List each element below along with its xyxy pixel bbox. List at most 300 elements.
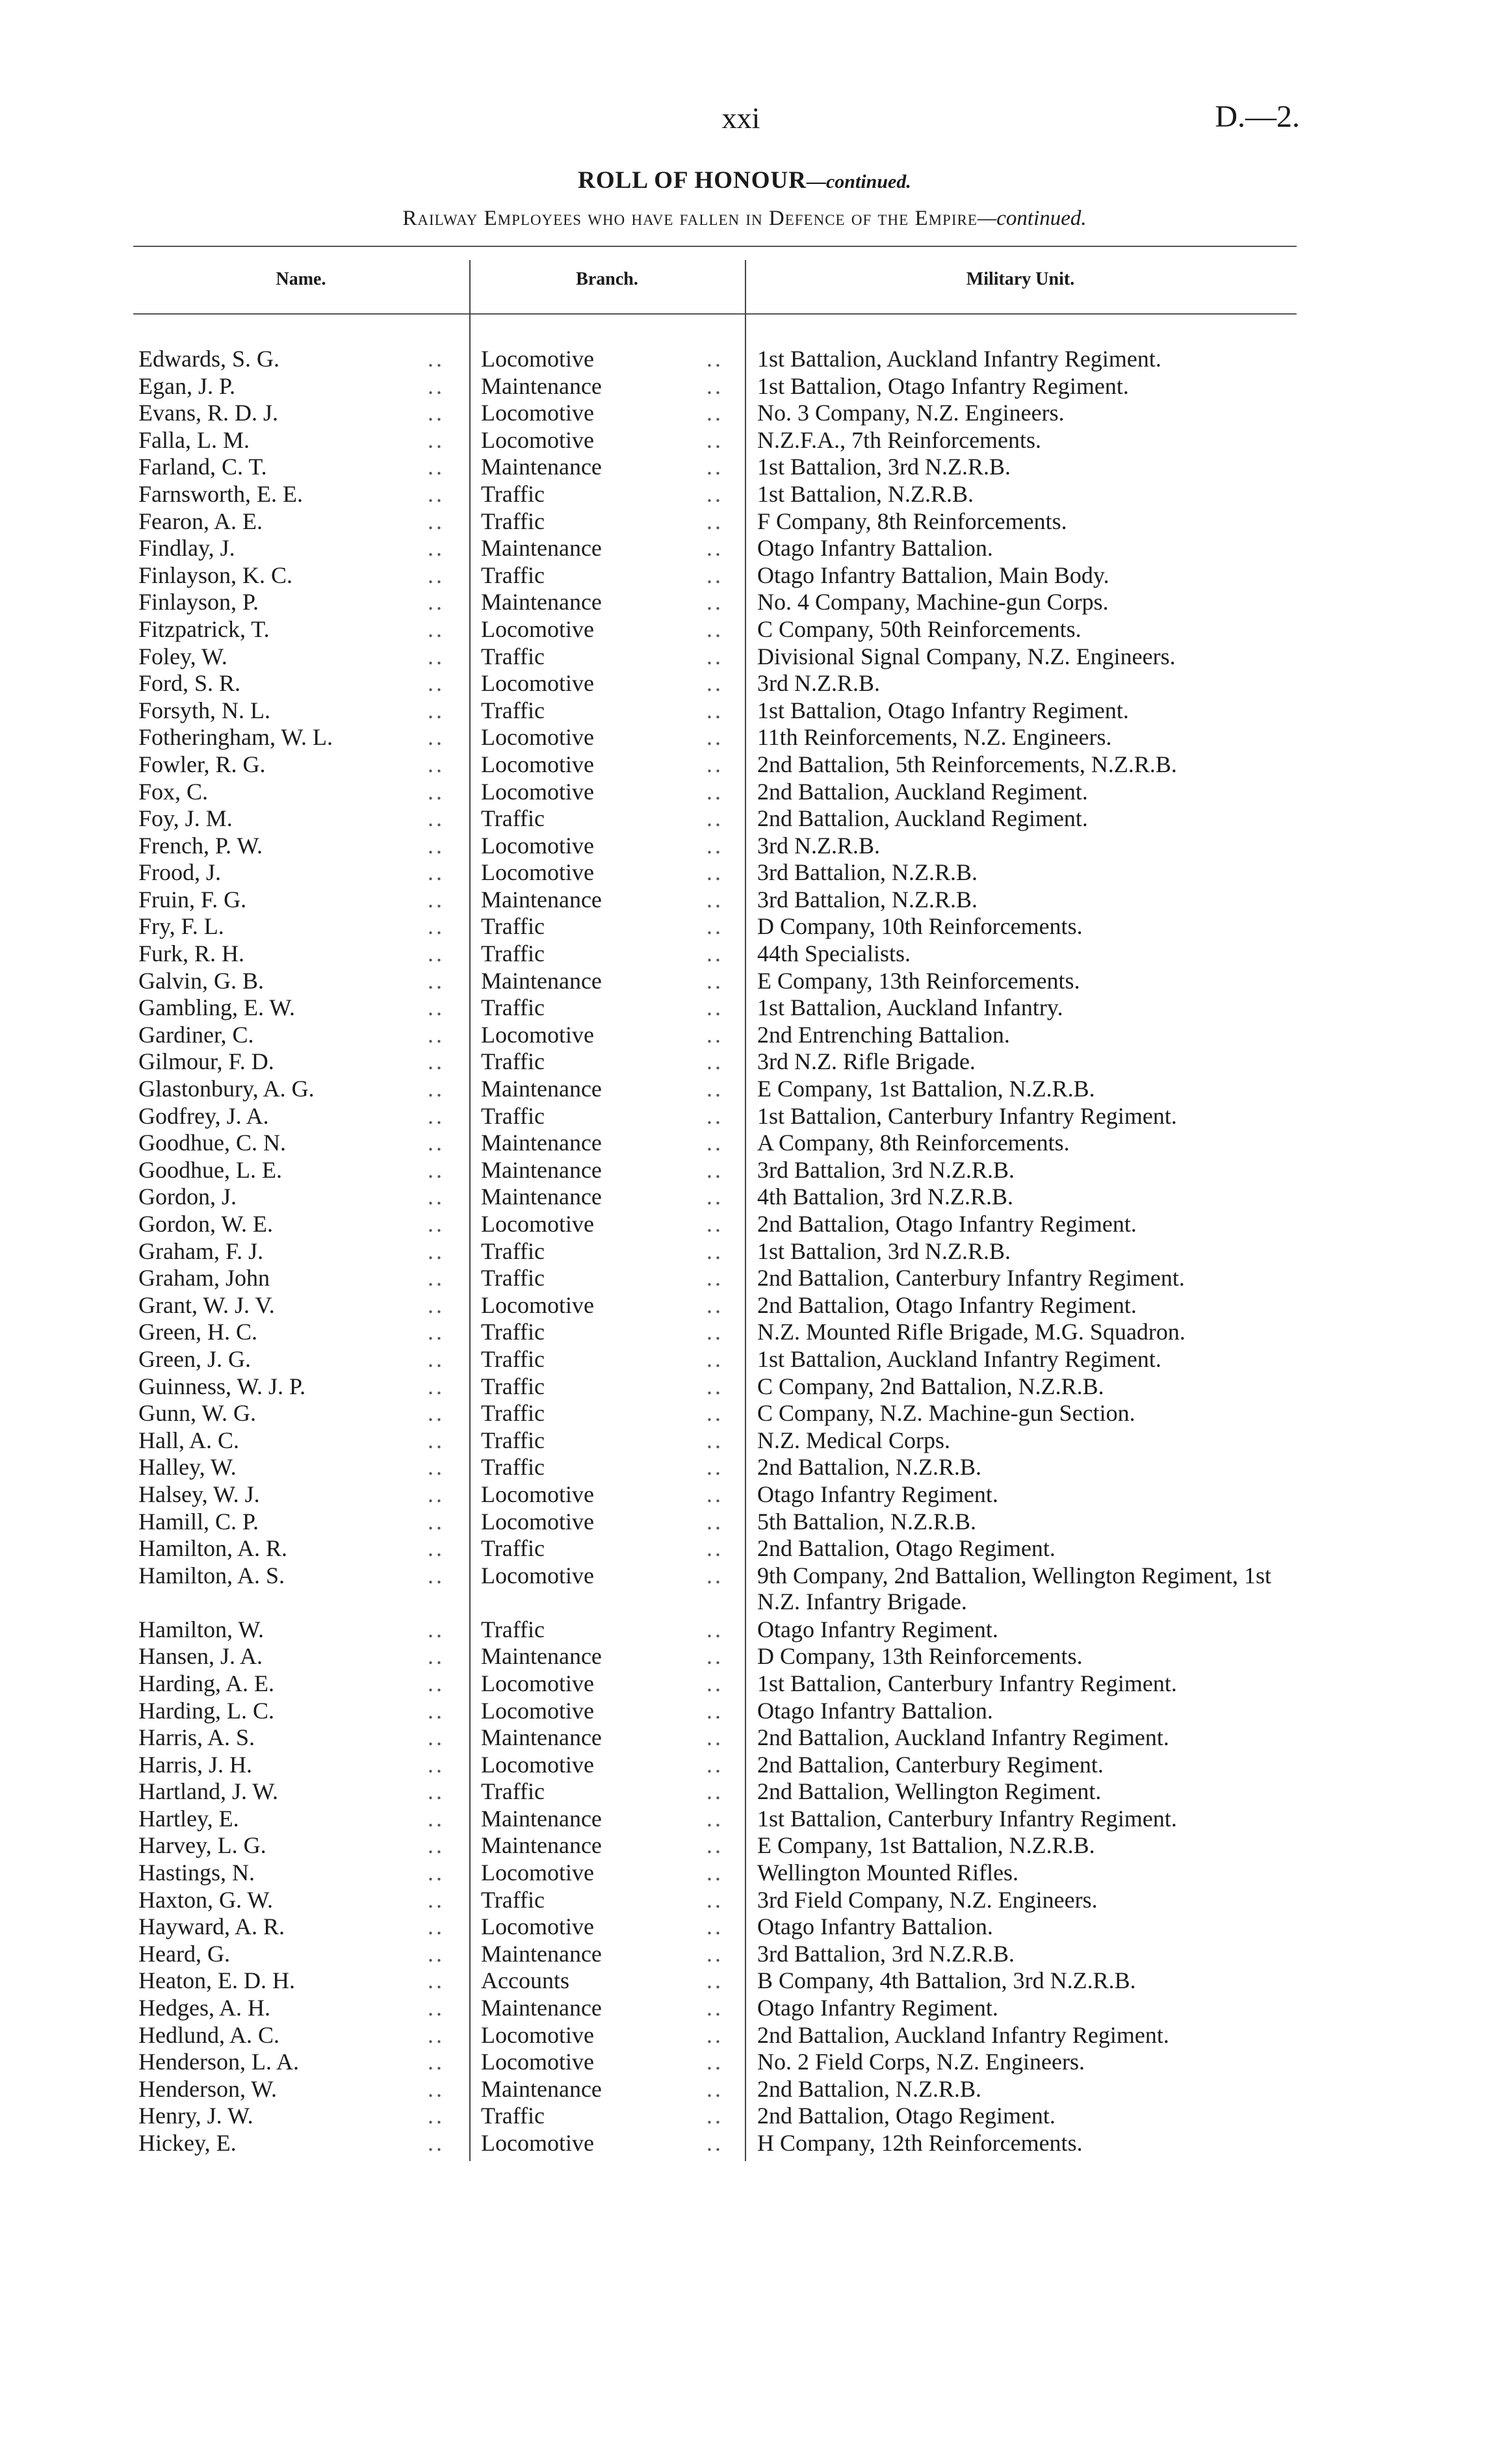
- name-cell: Graham, John: [138, 1265, 270, 1291]
- leader-dots: ..: [706, 535, 723, 562]
- name-cell: Heaton, E. D. H.: [138, 1967, 295, 1994]
- leader-dots: ..: [428, 1643, 445, 1670]
- table-row: [0, 1995, 1489, 2022]
- name-cell: Finlayson, K. C.: [138, 562, 293, 588]
- military-unit-cell: 1st Battalion, Canterbury Infantry Regiment.: [757, 1670, 1177, 1696]
- military-unit-cell: 2nd Battalion, Auckland Regiment.: [757, 778, 1088, 805]
- military-unit-cell: D Company, 10th Reinforcements.: [757, 913, 1083, 940]
- leader-dots: ..: [706, 1481, 723, 1507]
- leader-dots: ..: [428, 2021, 445, 2048]
- table-row: [0, 1752, 1489, 1779]
- military-unit-cell: H Company, 12th Reinforcements.: [757, 2130, 1083, 2156]
- name-cell: Hamilton, W.: [138, 1616, 265, 1642]
- name-cell: Hall, A. C.: [138, 1427, 240, 1453]
- leader-dots: ..: [706, 1400, 723, 1427]
- table-row: [0, 1806, 1489, 1833]
- branch-cell: Maintenance: [481, 1995, 602, 2021]
- branch-cell: Traffic: [481, 697, 545, 723]
- leader-dots: ..: [428, 1860, 445, 1886]
- name-cell: Hastings, N.: [138, 1860, 255, 1886]
- leader-dots: ..: [706, 832, 723, 859]
- leader-dots: ..: [706, 2021, 723, 2048]
- military-unit-cell: C Company, N.Z. Machine-gun Section.: [757, 1400, 1135, 1427]
- military-unit-cell: No. 2 Field Corps, N.Z. Engineers.: [757, 2049, 1085, 2075]
- table-row: [0, 1913, 1489, 1941]
- military-unit-cell: C Company, 2nd Battalion, N.Z.R.B.: [757, 1373, 1104, 1399]
- military-unit-cell: Otago Infantry Battalion, Main Body.: [757, 562, 1109, 588]
- military-unit-cell: 2nd Battalion, N.Z.R.B.: [757, 1454, 981, 1481]
- branch-cell: Maintenance: [481, 372, 602, 399]
- branch-cell: Maintenance: [481, 589, 602, 616]
- branch-cell: Maintenance: [481, 1724, 602, 1751]
- name-cell: Green, J. G.: [138, 1345, 251, 1372]
- leader-dots: ..: [706, 859, 723, 886]
- leader-dots: ..: [706, 372, 723, 399]
- leader-dots: ..: [428, 1697, 445, 1724]
- name-cell: Henderson, L. A.: [138, 2049, 299, 2075]
- name-cell: Green, H. C.: [138, 1319, 257, 1345]
- branch-cell: Traffic: [481, 940, 545, 967]
- leader-dots: ..: [428, 2049, 445, 2075]
- name-cell: Gordon, J.: [138, 1184, 237, 1210]
- table-row: [0, 697, 1489, 725]
- table-row: [0, 1778, 1489, 1806]
- name-cell: Gambling, E. W.: [138, 994, 295, 1021]
- table-row: [0, 887, 1489, 914]
- military-unit-cell: E Company, 1st Battalion, N.Z.R.B.: [757, 1832, 1095, 1859]
- military-unit-cell: 1st Battalion, Otago Infantry Regiment.: [757, 697, 1129, 723]
- leader-dots: ..: [706, 1373, 723, 1399]
- name-cell: Fry, F. L.: [138, 913, 224, 940]
- branch-cell: Locomotive: [481, 2021, 594, 2048]
- name-cell: Heard, G.: [138, 1940, 230, 1967]
- leader-dots: ..: [428, 940, 445, 967]
- table-row: [0, 1670, 1489, 1698]
- branch-cell: Maintenance: [481, 1832, 602, 1859]
- leader-dots: ..: [428, 1995, 445, 2021]
- military-unit-cell: 2nd Battalion, N.Z.R.B.: [757, 2075, 981, 2102]
- column-header-name: Name.: [276, 269, 326, 289]
- roll-table: [0, 346, 1489, 2157]
- leader-dots: ..: [428, 2103, 445, 2129]
- military-unit-cell: 5th Battalion, N.Z.R.B.: [757, 1508, 976, 1535]
- leader-dots: ..: [428, 1454, 445, 1481]
- name-cell: Harris, A. S.: [138, 1724, 255, 1751]
- leader-dots: ..: [428, 1156, 445, 1183]
- leader-dots: ..: [706, 1265, 723, 1291]
- table-row: [0, 805, 1489, 833]
- leader-dots: ..: [428, 778, 445, 805]
- military-unit-cell: B Company, 4th Battalion, 3rd N.Z.R.B.: [757, 1967, 1136, 1994]
- name-cell: Hartley, E.: [138, 1805, 239, 1832]
- leader-dots: ..: [706, 1751, 723, 1778]
- branch-cell: Traffic: [481, 643, 545, 669]
- branch-cell: Maintenance: [481, 535, 602, 562]
- table-row: [0, 1103, 1489, 1130]
- leader-dots: ..: [706, 1130, 723, 1156]
- branch-cell: Locomotive: [481, 859, 594, 886]
- header-top-rule: [133, 246, 1297, 247]
- leader-dots: ..: [706, 1291, 723, 1318]
- branch-cell: Maintenance: [481, 886, 602, 913]
- leader-dots: ..: [428, 1238, 445, 1264]
- table-row: [0, 589, 1489, 616]
- leader-dots: ..: [706, 1616, 723, 1642]
- leader-dots: ..: [428, 913, 445, 940]
- leader-dots: ..: [428, 480, 445, 507]
- leader-dots: ..: [706, 508, 723, 534]
- branch-cell: Traffic: [481, 1373, 545, 1399]
- table-row: [0, 1076, 1489, 1103]
- subtitle-text: Railway Employees who have fallen in Defence of the Empire: [402, 207, 978, 230]
- leader-dots: ..: [706, 697, 723, 723]
- leader-dots: ..: [706, 994, 723, 1021]
- name-cell: French, P. W.: [138, 832, 263, 859]
- branch-cell: Locomotive: [481, 400, 594, 426]
- leader-dots: ..: [428, 2075, 445, 2102]
- military-unit-cell: 1st Battalion, Auckland Infantry Regiment.: [757, 346, 1161, 372]
- name-cell: Harris, J. H.: [138, 1751, 252, 1778]
- leader-dots: ..: [428, 1562, 445, 1589]
- branch-cell: Traffic: [481, 562, 545, 588]
- name-cell: Haxton, G. W.: [138, 1886, 273, 1913]
- table-row: [0, 779, 1489, 806]
- leader-dots: ..: [706, 2075, 723, 2102]
- table-row: [0, 994, 1489, 1022]
- leader-dots: ..: [706, 1913, 723, 1940]
- title-continued: —continued.: [806, 171, 911, 192]
- leader-dots: ..: [428, 1130, 445, 1156]
- leader-dots: ..: [428, 616, 445, 642]
- table-row: [0, 2076, 1489, 2103]
- leader-dots: ..: [428, 1048, 445, 1075]
- branch-cell: Maintenance: [481, 1940, 602, 1967]
- table-row: [0, 1724, 1489, 1752]
- table-row: [0, 1265, 1489, 1292]
- military-unit-cell: 2nd Battalion, Wellington Regiment.: [757, 1778, 1102, 1805]
- military-unit-cell: 1st Battalion, Otago Infantry Regiment.: [757, 372, 1129, 399]
- leader-dots: ..: [706, 1995, 723, 2021]
- table-row: [0, 833, 1489, 860]
- leader-dots: ..: [428, 346, 445, 372]
- table-row: [0, 1373, 1489, 1401]
- leader-dots: ..: [706, 1940, 723, 1967]
- branch-cell: Locomotive: [481, 1670, 594, 1696]
- name-cell: Frood, J.: [138, 859, 222, 886]
- branch-cell: Traffic: [481, 1319, 545, 1345]
- table-row: [0, 1157, 1489, 1184]
- leader-dots: ..: [706, 1805, 723, 1832]
- table-row: [0, 1698, 1489, 1725]
- leader-dots: ..: [428, 1102, 445, 1129]
- table-row: [0, 1211, 1489, 1238]
- branch-cell: Locomotive: [481, 724, 594, 751]
- military-unit-cell: Otago Infantry Regiment.: [757, 1995, 998, 2021]
- table-row: [0, 1319, 1489, 1346]
- leader-dots: ..: [428, 805, 445, 832]
- branch-cell: Traffic: [481, 1238, 545, 1264]
- branch-cell: Traffic: [481, 994, 545, 1021]
- leader-dots: ..: [428, 859, 445, 886]
- table-row: [0, 562, 1489, 590]
- table-row: [0, 1860, 1489, 1887]
- name-cell: Farland, C. T.: [138, 454, 267, 480]
- leader-dots: ..: [428, 1373, 445, 1399]
- table-row: [0, 535, 1489, 562]
- branch-cell: Maintenance: [481, 1156, 602, 1183]
- name-cell: Halley, W.: [138, 1454, 237, 1481]
- leader-dots: ..: [428, 589, 445, 616]
- leader-dots: ..: [706, 913, 723, 940]
- leader-dots: ..: [706, 346, 723, 372]
- name-cell: Hamilton, A. S.: [138, 1562, 285, 1589]
- name-cell: Harding, A. E.: [138, 1670, 274, 1696]
- military-unit-cell: 2nd Entrenching Battalion.: [757, 1021, 1010, 1048]
- table-row: [0, 454, 1489, 481]
- branch-cell: Locomotive: [481, 1913, 594, 1940]
- name-cell: Fearon, A. E.: [138, 508, 263, 534]
- leader-dots: ..: [706, 1454, 723, 1481]
- branch-cell: Maintenance: [481, 2075, 602, 2102]
- military-unit-cell: E Company, 13th Reinforcements.: [757, 967, 1080, 994]
- leader-dots: ..: [706, 1724, 723, 1751]
- table-row: [0, 508, 1489, 536]
- name-cell: Godfrey, J. A.: [138, 1102, 269, 1129]
- leader-dots: ..: [428, 1724, 445, 1751]
- military-unit-cell: 1st Battalion, 3rd N.Z.R.B.: [757, 1238, 1011, 1264]
- leader-dots: ..: [706, 1211, 723, 1237]
- name-cell: Henry, J. W.: [138, 2103, 253, 2129]
- table-row: [0, 2103, 1489, 2130]
- branch-cell: Traffic: [481, 1454, 545, 1481]
- military-unit-cell: N.Z. Mounted Rifle Brigade, M.G. Squadron.: [757, 1319, 1185, 1345]
- leader-dots: ..: [428, 724, 445, 751]
- name-cell: Edwards, S. G.: [138, 346, 279, 372]
- leader-dots: ..: [706, 454, 723, 480]
- branch-cell: Locomotive: [481, 778, 594, 805]
- branch-cell: Locomotive: [481, 751, 594, 777]
- table-row: [0, 643, 1489, 671]
- leader-dots: ..: [706, 1860, 723, 1886]
- leader-dots: ..: [706, 1697, 723, 1724]
- leader-dots: ..: [428, 535, 445, 562]
- military-unit-cell: Divisional Signal Company, N.Z. Engineers.: [757, 643, 1176, 669]
- military-unit-cell: 11th Reinforcements, N.Z. Engineers.: [757, 724, 1112, 751]
- leader-dots: ..: [706, 1427, 723, 1453]
- branch-cell: Maintenance: [481, 1643, 602, 1670]
- name-cell: Hayward, A. R.: [138, 1913, 285, 1940]
- branch-cell: Locomotive: [481, 670, 594, 697]
- leader-dots: ..: [706, 751, 723, 777]
- leader-dots: ..: [706, 562, 723, 588]
- branch-cell: Locomotive: [481, 1860, 594, 1886]
- table-row: [0, 751, 1489, 779]
- table-row: [0, 616, 1489, 643]
- table-row: [0, 1967, 1489, 1995]
- table-row: [0, 2022, 1489, 2049]
- leader-dots: ..: [428, 1967, 445, 1994]
- branch-cell: Traffic: [481, 1616, 545, 1642]
- table-row: [0, 1292, 1489, 1319]
- page-title: [0, 166, 1489, 194]
- table-row: [0, 1616, 1489, 1644]
- leader-dots: ..: [428, 832, 445, 859]
- name-cell: Hamilton, A. R.: [138, 1535, 288, 1562]
- leader-dots: ..: [706, 724, 723, 751]
- leader-dots: ..: [706, 940, 723, 967]
- name-cell: Fowler, R. G.: [138, 751, 266, 777]
- branch-cell: Maintenance: [481, 1076, 602, 1102]
- leader-dots: ..: [706, 400, 723, 426]
- table-row: [0, 1481, 1489, 1509]
- branch-cell: Locomotive: [481, 2130, 594, 2156]
- branch-cell: Maintenance: [481, 1184, 602, 1210]
- table-row: [0, 427, 1489, 454]
- military-unit-cell: D Company, 13th Reinforcements.: [757, 1643, 1083, 1670]
- leader-dots: ..: [706, 1048, 723, 1075]
- leader-dots: ..: [706, 2103, 723, 2129]
- table-row: [0, 400, 1489, 427]
- branch-cell: Locomotive: [481, 1508, 594, 1535]
- leader-dots: ..: [428, 1481, 445, 1507]
- leader-dots: ..: [706, 1562, 723, 1589]
- leader-dots: ..: [428, 1076, 445, 1102]
- branch-cell: Traffic: [481, 1778, 545, 1805]
- leader-dots: ..: [706, 1670, 723, 1696]
- table-row: [0, 1454, 1489, 1481]
- table-row: [0, 481, 1489, 508]
- column-header-unit: Military Unit.: [966, 269, 1075, 289]
- table-row: [0, 373, 1489, 400]
- branch-cell: Locomotive: [481, 1751, 594, 1778]
- leader-dots: ..: [706, 1021, 723, 1048]
- branch-cell: Maintenance: [481, 454, 602, 480]
- leader-dots: ..: [706, 1076, 723, 1102]
- page-number: xxi: [721, 101, 760, 135]
- leader-dots: ..: [428, 1778, 445, 1805]
- leader-dots: ..: [706, 1238, 723, 1264]
- military-unit-cell: N.Z. Medical Corps.: [757, 1427, 950, 1453]
- branch-cell: Locomotive: [481, 2049, 594, 2075]
- leader-dots: ..: [706, 670, 723, 697]
- military-unit-cell: 2nd Battalion, Auckland Infantry Regiment.: [757, 2021, 1169, 2048]
- branch-cell: Traffic: [481, 480, 545, 507]
- leader-dots: ..: [428, 697, 445, 723]
- military-unit-cell: Otago Infantry Battalion.: [757, 535, 993, 562]
- leader-dots: ..: [428, 454, 445, 480]
- leader-dots: ..: [428, 562, 445, 588]
- leader-dots: ..: [428, 1265, 445, 1291]
- military-unit-cell: 3rd Battalion, 3rd N.Z.R.B.: [757, 1940, 1015, 1967]
- branch-cell: Traffic: [481, 2103, 545, 2129]
- branch-cell: Traffic: [481, 1102, 545, 1129]
- military-unit-cell: Otago Infantry Regiment.: [757, 1481, 998, 1507]
- table-row: [0, 859, 1489, 887]
- name-cell: Forsyth, N. L.: [138, 697, 271, 723]
- table-row: [0, 670, 1489, 697]
- name-cell: Glastonbury, A. G.: [138, 1076, 315, 1102]
- name-cell: Goodhue, L. E.: [138, 1156, 282, 1183]
- name-cell: Foley, W.: [138, 643, 227, 669]
- name-cell: Egan, J. P.: [138, 372, 236, 399]
- table-row: [0, 1643, 1489, 1670]
- military-unit-cell: N.Z.F.A., 7th Reinforcements.: [757, 426, 1042, 453]
- leader-dots: ..: [706, 589, 723, 616]
- military-unit-cell: Wellington Mounted Rifles.: [757, 1860, 1019, 1886]
- leader-dots: ..: [428, 994, 445, 1021]
- branch-cell: Traffic: [481, 1265, 545, 1291]
- military-unit-cell: No. 3 Company, N.Z. Engineers.: [757, 400, 1065, 426]
- military-unit-cell: C Company, 50th Reinforcements.: [757, 616, 1081, 642]
- name-cell: Harding, L. C.: [138, 1697, 274, 1724]
- branch-cell: Traffic: [481, 1427, 545, 1453]
- leader-dots: ..: [428, 967, 445, 994]
- military-unit-cell: Otago Infantry Battalion.: [757, 1913, 993, 1940]
- branch-cell: Locomotive: [481, 1211, 594, 1237]
- branch-cell: Traffic: [481, 913, 545, 940]
- leader-dots: ..: [706, 643, 723, 669]
- leader-dots: ..: [706, 1778, 723, 1805]
- branch-cell: Traffic: [481, 1535, 545, 1562]
- table-row: [0, 2049, 1489, 2076]
- leader-dots: ..: [428, 1616, 445, 1642]
- table-row: [0, 1184, 1489, 1211]
- branch-cell: Locomotive: [481, 616, 594, 642]
- leader-dots: ..: [706, 1156, 723, 1183]
- military-unit-cell: 44th Specialists.: [757, 940, 911, 967]
- name-cell: Gardiner, C.: [138, 1021, 254, 1048]
- military-unit-cell: A Company, 8th Reinforcements.: [757, 1130, 1070, 1156]
- name-cell: Galvin, G. B.: [138, 967, 264, 994]
- name-cell: Gilmour, F. D.: [138, 1048, 274, 1075]
- branch-cell: Traffic: [481, 1886, 545, 1913]
- leader-dots: ..: [428, 1400, 445, 1427]
- military-unit-cell: F Company, 8th Reinforcements.: [757, 508, 1067, 534]
- leader-dots: ..: [428, 1805, 445, 1832]
- name-cell: Falla, L. M.: [138, 426, 250, 453]
- leader-dots: ..: [428, 1319, 445, 1345]
- military-unit-cell: 3rd Battalion, 3rd N.Z.R.B.: [757, 1156, 1015, 1183]
- military-unit-cell: 2nd Battalion, Canterbury Regiment.: [757, 1751, 1104, 1778]
- branch-cell: Locomotive: [481, 1562, 594, 1589]
- leader-dots: ..: [706, 616, 723, 642]
- name-cell: Finlayson, P.: [138, 589, 259, 616]
- table-row: [0, 1048, 1489, 1076]
- name-cell: Goodhue, C. N.: [138, 1130, 286, 1156]
- document-reference: D.—2.: [1215, 99, 1300, 134]
- military-unit-cell: 2nd Battalion, Otago Regiment.: [757, 1535, 1055, 1562]
- branch-cell: Traffic: [481, 1048, 545, 1075]
- name-cell: Foy, J. M.: [138, 805, 233, 832]
- column-header-branch: Branch.: [576, 269, 638, 289]
- military-unit-cell: 9th Company, 2nd Battalion, Wellington Regiment, 1st N.Z. Infantry Brigade.: [757, 1562, 1272, 1615]
- leader-dots: ..: [706, 1886, 723, 1913]
- leader-dots: ..: [428, 1535, 445, 1562]
- military-unit-cell: 3rd Field Company, N.Z. Engineers.: [757, 1886, 1098, 1913]
- leader-dots: ..: [706, 1967, 723, 1994]
- leader-dots: ..: [706, 967, 723, 994]
- name-cell: Farnsworth, E. E.: [138, 480, 303, 507]
- table-row: [0, 968, 1489, 995]
- leader-dots: ..: [706, 1643, 723, 1670]
- military-unit-cell: 1st Battalion, Canterbury Infantry Regiment.: [757, 1805, 1177, 1832]
- leader-dots: ..: [706, 1508, 723, 1535]
- name-cell: Fruin, F. G.: [138, 886, 247, 913]
- leader-dots: ..: [428, 1940, 445, 1967]
- leader-dots: ..: [428, 751, 445, 777]
- leader-dots: ..: [706, 480, 723, 507]
- leader-dots: ..: [706, 1319, 723, 1345]
